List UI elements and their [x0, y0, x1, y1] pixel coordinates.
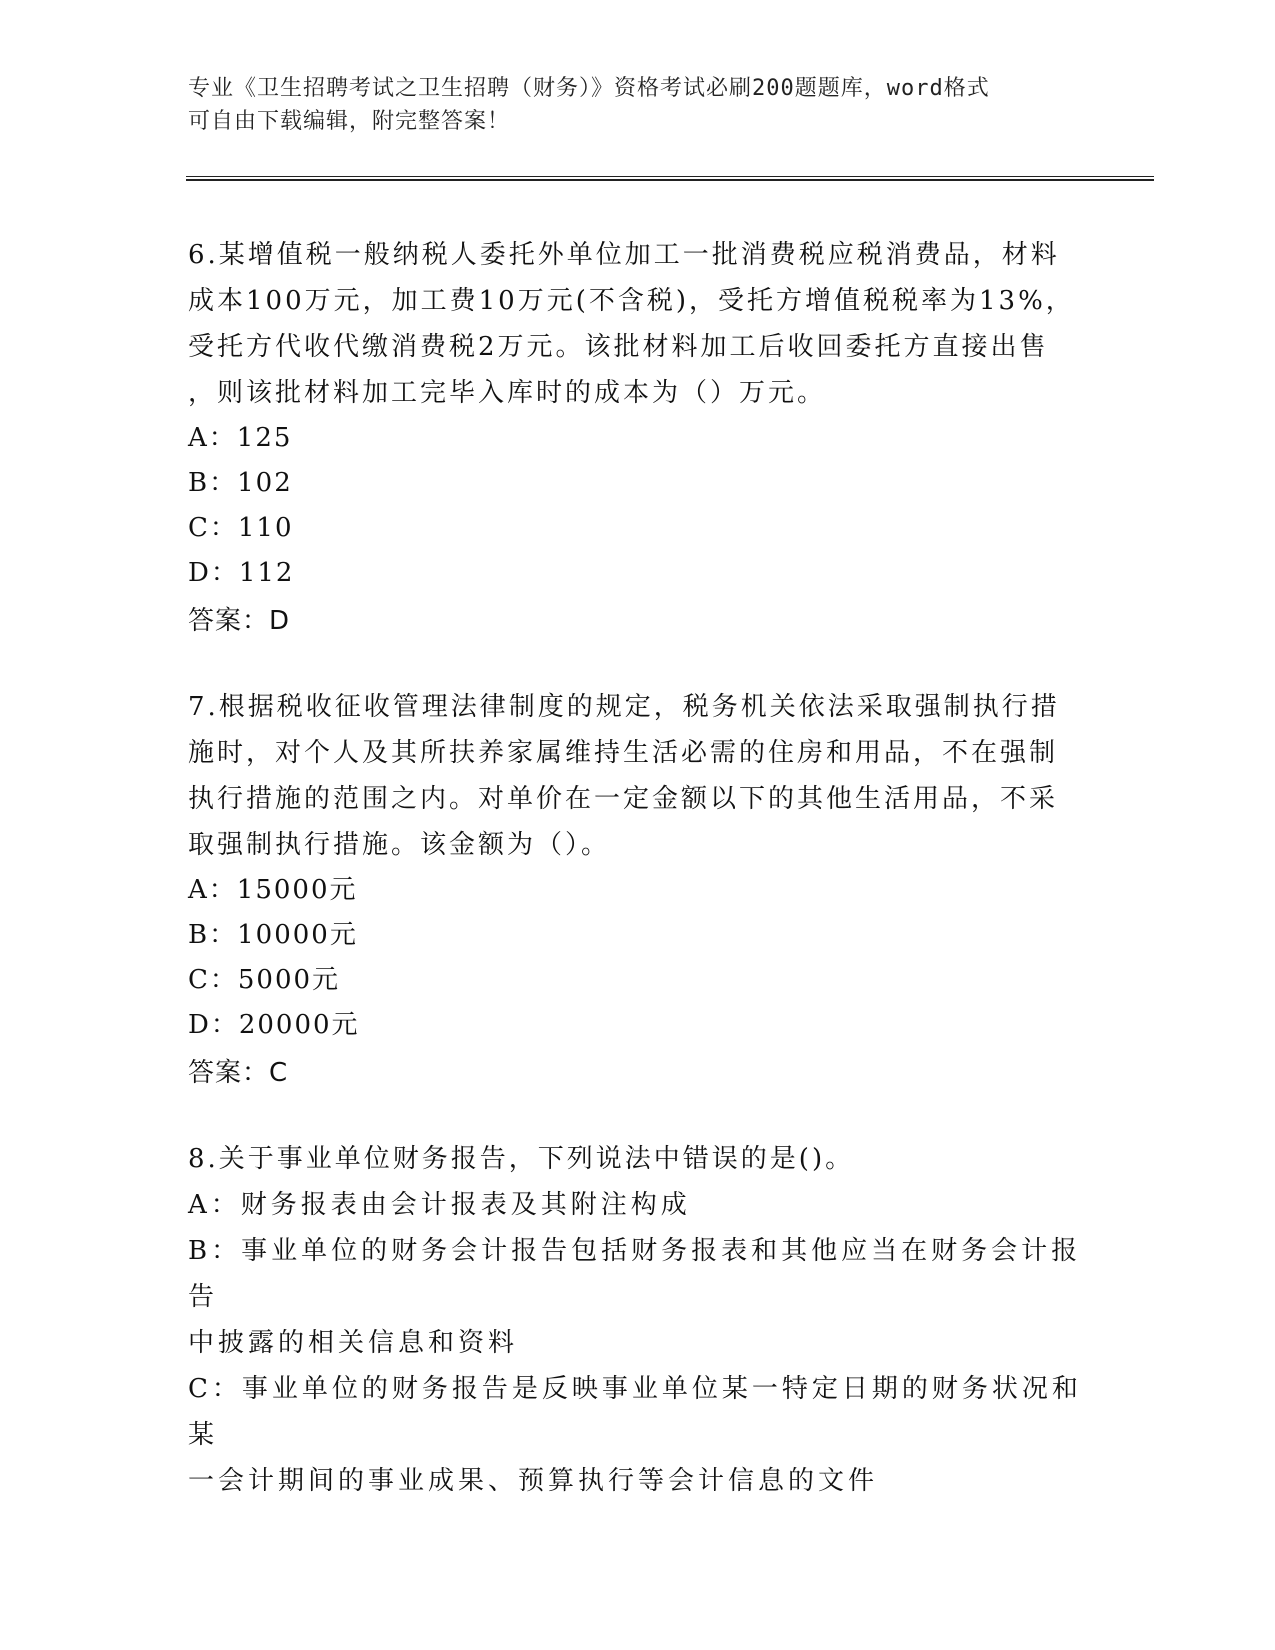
- header-title-line-1: 专业《卫生招聘考试之卫生招聘（财务）》资格考试必刷200题题库，word格式: [188, 76, 990, 101]
- question-text: 8.关于事业单位财务报告，下列说法中错误的是()。: [188, 1144, 855, 1174]
- question-list: [188, 232, 1088, 1544]
- option-c: C：事业单位的财务报告是反映事业单位某一特定日期的财务状况和某 一会计期间的事业成果、预算执行等会计信息的文件: [188, 1374, 1082, 1496]
- answer-label: 答案：C: [188, 1058, 289, 1088]
- question-6: [188, 232, 1088, 644]
- option-b: B：10000元: [188, 920, 358, 950]
- option-c: C：110: [188, 513, 294, 543]
- option-a: A：财务报表由会计报表及其附注构成: [188, 1190, 691, 1220]
- question-text: 7.根据税收征收管理法律制度的规定，税务机关依法采取强制执行措 施时，对个人及其所扶养家属维持生活必需的住房和用品，不在强制 执行措施的范围之内。对单价在一定金额以下的其他生活用品，不采 取强制执行措施。该金额为（）。: [188, 692, 1060, 860]
- header-title-line-2: 可自由下载编辑，附完整答案！: [188, 109, 511, 134]
- question-text: 6.某增值税一般纳税人委托外单位加工一批消费税应税消费品，材料 成本100万元，加工费10万元(不含税)，受托方增值税税率为13%， 受托方代收代缴消费税2万元。该批材料加工后收回委托方直接出售 ，则该批材料加工完毕入库时的成本为（）万元。: [188, 240, 1075, 408]
- option-b: B：102: [188, 468, 293, 498]
- option-c: C：5000元: [188, 965, 341, 995]
- option-a: A：125: [188, 423, 293, 453]
- header-divider: [186, 176, 1154, 181]
- question-7: [188, 684, 1088, 1096]
- option-d: D：112: [188, 558, 295, 588]
- option-d: D：20000元: [188, 1010, 360, 1040]
- answer-label: 答案：D: [188, 606, 291, 636]
- option-b: B：事业单位的财务会计报告包括财务报表和其他应当在财务会计报告 中披露的相关信息和资料: [188, 1236, 1082, 1358]
- question-8: [188, 1136, 1088, 1504]
- document-header: [188, 72, 1068, 138]
- option-a: A：15000元: [188, 875, 358, 905]
